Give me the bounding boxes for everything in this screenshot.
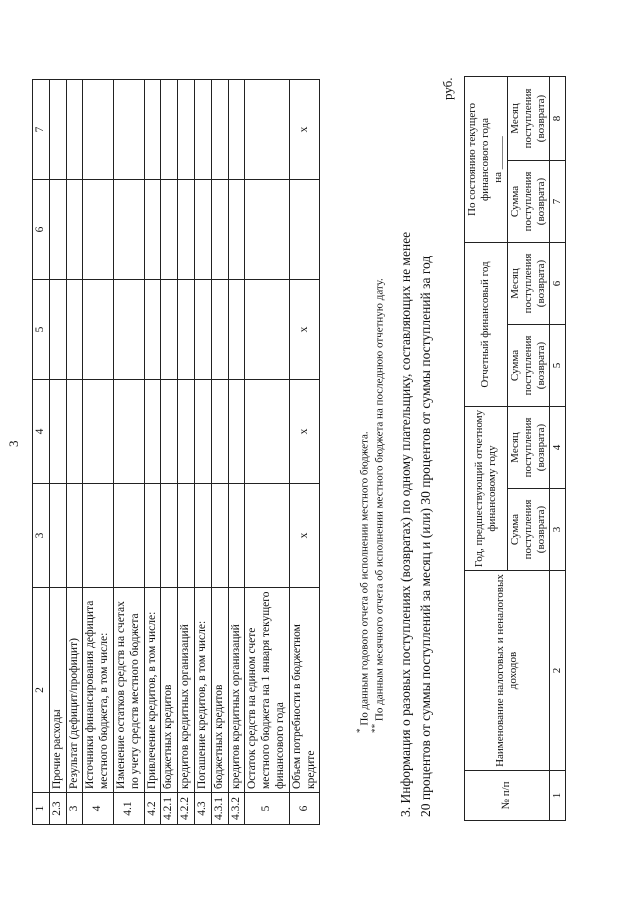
group-reporting-year-header: Отчетный финансовый год	[465, 242, 508, 406]
row-label: Привлечение кредитов, в том числе:	[144, 588, 161, 793]
column-numbers-row	[550, 76, 566, 820]
cell-c7	[245, 80, 289, 180]
cell-c4: x	[289, 380, 320, 484]
month-header: Месяц поступления (возврата)	[507, 406, 550, 488]
cell-c3	[144, 484, 161, 588]
cell-c3	[113, 484, 144, 588]
page-number: 3	[6, 440, 21, 447]
col-number-header: № п/п	[465, 771, 550, 821]
cell-c6	[66, 180, 83, 280]
cell-c7	[228, 80, 245, 180]
column-number: 3	[550, 489, 566, 571]
row-number: 4.2.1	[161, 793, 178, 825]
cell-c4	[83, 380, 114, 484]
cell-c4	[194, 380, 211, 484]
row-label: бюджетных кредитов	[211, 588, 228, 793]
table-row	[113, 80, 144, 825]
cell-c5: x	[289, 280, 320, 380]
row-label: Результат (дефицит/профицит)	[66, 588, 83, 793]
footnote-2	[370, 278, 386, 733]
cell-c6	[245, 180, 289, 280]
cell-c7	[194, 80, 211, 180]
footnote-mark: **	[370, 723, 380, 733]
footnote-1	[355, 431, 371, 733]
cell-c3	[83, 484, 114, 588]
row-number: 4.3	[194, 793, 211, 825]
cell-c5	[245, 280, 289, 380]
budget-sources-table	[32, 79, 320, 825]
row-number: 4	[83, 793, 114, 825]
currency-unit: руб.	[440, 77, 455, 100]
row-label: кредитов кредитных организаций	[228, 588, 245, 793]
cell-c6	[228, 180, 245, 280]
row-number: 4.2	[144, 793, 161, 825]
header-row-1	[465, 76, 508, 820]
group-current-date-header: По состоянию текущего финансового года на ______	[465, 76, 508, 242]
cell-c4	[161, 380, 178, 484]
row-number: 4.1	[113, 793, 144, 825]
footnote-mark: *	[355, 728, 365, 733]
cell-c6	[178, 180, 195, 280]
cell-c3	[49, 484, 66, 588]
sum-header: Сумма поступления (возврата)	[507, 160, 550, 242]
table-header-row	[33, 80, 50, 825]
row-label: бюджетных кредитов	[161, 588, 178, 793]
cell-c4	[66, 380, 83, 484]
one-time-receipts-table	[464, 76, 566, 821]
table-row	[144, 80, 161, 825]
cell-c3	[194, 484, 211, 588]
table-row	[228, 80, 245, 825]
cell-c5	[144, 280, 161, 380]
cell-c7	[66, 80, 83, 180]
cell-c5	[49, 280, 66, 380]
table-row	[83, 80, 114, 825]
cell-c4	[228, 380, 245, 484]
table-row	[194, 80, 211, 825]
row-number: 4.3.2	[228, 793, 245, 825]
row-number: 5	[245, 793, 289, 825]
cell-c7	[113, 80, 144, 180]
row-label: Остаток средств на едином счете местного бюджета на 1 января текущего финансового года	[245, 588, 289, 793]
cell-c4	[144, 380, 161, 484]
cell-c6	[161, 180, 178, 280]
row-label: кредитов кредитных организаций	[178, 588, 195, 793]
column-number: 8	[550, 76, 566, 160]
cell-c5	[66, 280, 83, 380]
cell-c4	[211, 380, 228, 484]
cell-c4	[245, 380, 289, 484]
table-row	[211, 80, 228, 825]
column-number: 5	[550, 324, 566, 406]
header-cell: 3	[33, 484, 50, 588]
group-previous-year-header: Год, предшествующий отчетному финансовому году	[465, 406, 508, 570]
column-number: 2	[550, 571, 566, 771]
cell-c7: x	[289, 80, 320, 180]
column-number: 7	[550, 160, 566, 242]
cell-c7	[178, 80, 195, 180]
cell-c5	[194, 280, 211, 380]
month-header: Месяц поступления (возврата)	[507, 242, 550, 324]
cell-c7	[83, 80, 114, 180]
footnote-text: По данным месячного отчета об исполнении местного бюджета на последнюю отчетную дату.	[373, 278, 386, 722]
row-number: 6	[289, 793, 320, 825]
cell-c7	[161, 80, 178, 180]
cell-c5	[161, 280, 178, 380]
cell-c6	[113, 180, 144, 280]
table-row	[49, 80, 66, 825]
cell-c4	[113, 380, 144, 484]
row-number: 3	[66, 793, 83, 825]
section-3-heading-line2: 20 процентов от суммы поступлений за месяц и (или) 30 процентов от суммы поступлений за год	[417, 255, 433, 817]
cell-c3	[178, 484, 195, 588]
as-of-label: По состоянию текущего финансового года	[466, 103, 492, 216]
section-3-heading-line1: 3. Информация о разовых поступлениях (возвратах) по одному плательщику, составляющих не менее	[398, 231, 413, 817]
footnote-text: По данным годового отчета об исполнении местного бюджета.	[358, 431, 371, 726]
row-number: 4.2.2	[178, 793, 195, 825]
cell-c3	[228, 484, 245, 588]
sum-header: Сумма поступления (возврата)	[507, 489, 550, 571]
section-3-heading	[396, 77, 435, 817]
column-number: 1	[550, 771, 566, 821]
cell-c5	[178, 280, 195, 380]
cell-c3	[245, 484, 289, 588]
cell-c4	[178, 380, 195, 484]
cell-c4	[49, 380, 66, 484]
table-row	[289, 80, 320, 825]
table-row	[245, 80, 289, 825]
table-row	[161, 80, 178, 825]
cell-c3	[161, 484, 178, 588]
row-label: Погашение кредитов, в том числе:	[194, 588, 211, 793]
header-cell: 1	[33, 793, 50, 825]
cell-c5	[83, 280, 114, 380]
table-row	[66, 80, 83, 825]
cell-c6	[289, 180, 320, 280]
header-cell: 7	[33, 80, 50, 180]
table-row	[178, 80, 195, 825]
cell-c6	[49, 180, 66, 280]
header-cell: 6	[33, 180, 50, 280]
cell-c7	[49, 80, 66, 180]
column-number: 6	[550, 242, 566, 324]
header-cell: 2	[33, 588, 50, 793]
cell-c3	[211, 484, 228, 588]
cell-c5	[228, 280, 245, 380]
row-number: 4.3.1	[211, 793, 228, 825]
cell-c6	[211, 180, 228, 280]
cell-c7	[144, 80, 161, 180]
cell-c3	[66, 484, 83, 588]
cell-c6	[194, 180, 211, 280]
row-label: Изменение остатков средств на счетах по учету средств местного бюджета	[113, 588, 144, 793]
column-number: 4	[550, 406, 566, 488]
cell-c6	[83, 180, 114, 280]
cell-c5	[113, 280, 144, 380]
col-name-header: Наименование налоговых и неналоговых доходов	[465, 571, 550, 771]
header-cell: 4	[33, 380, 50, 484]
cell-c5	[211, 280, 228, 380]
row-label: Источники финансирования дефицита местного бюджета, в том числе:	[83, 588, 114, 793]
row-number: 2.3	[49, 793, 66, 825]
cell-c3: x	[289, 484, 320, 588]
row-label: Прочие расходы	[49, 588, 66, 793]
month-header: Месяц поступления (возврата)	[507, 76, 550, 160]
row-label: Объем потребности в бюджетном кредите	[289, 588, 320, 793]
cell-c6	[144, 180, 161, 280]
cell-c7	[211, 80, 228, 180]
date-prefix: на	[492, 171, 505, 183]
header-cell: 5	[33, 280, 50, 380]
sum-header: Сумма поступления (возврата)	[507, 324, 550, 406]
